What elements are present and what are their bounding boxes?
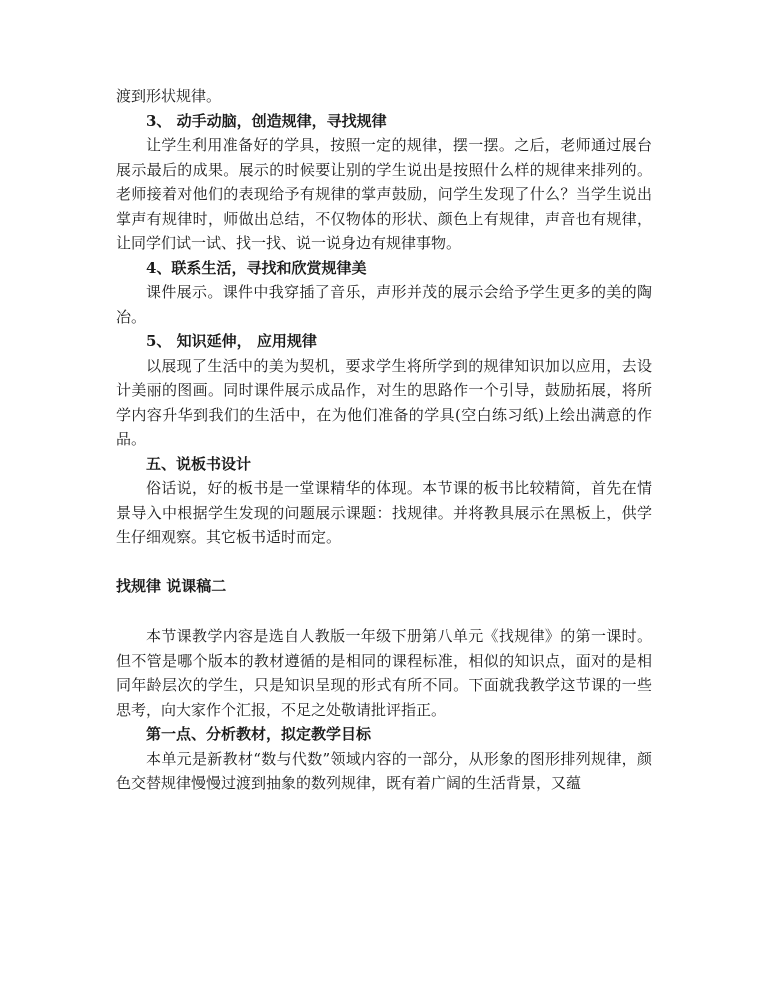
spacer — [116, 598, 652, 624]
paragraph-board-design: 俗话说，好的板书是一堂课精华的体现。本节课的板书比较精简，首先在情景导入中根据学生发现的问题展示课题：找规律。并将教具展示在黑板上，供学生仔细观察。其它板书适时而定。 — [116, 479, 652, 546]
heading-board-design: 五、说板书设计 — [146, 454, 252, 473]
paragraph-step-5: 以展现了生活中的美为契机，要求学生将所学到的规律知识加以应用，去设计美丽的图画。同时课件展示成品作，对生的思路作一个引导，鼓励拓展，将所学内容升华到我们的生活中，在为他们准备的学具(空白练习纸)上绘出满意的作品。 — [116, 356, 652, 448]
paragraph-intro-2: 本节课教学内容是选自人教版一年级下册第八单元《找规律》的第一课时。但不管是哪个版本的教材遵循的是相同的课程标准，相似的知识点，面对的是相同年龄层次的学生，只是知识呈现的形式有所不同。下面就我教学这节课的一些思考，向大家作个汇报，不足之处敬请批评指正。 — [116, 627, 652, 719]
section-title-2: 找规律 说课稿二 — [116, 576, 227, 595]
paragraph-step-4: 课件展示。课件中我穿插了音乐，声形并茂的展示会给予学生更多的美的陶冶。 — [116, 283, 652, 326]
heading-step-5: 5、 知识延伸， 应用规律 — [146, 332, 317, 350]
spacer — [116, 550, 652, 574]
heading-step-3: 3、 动手动脑，创造规律，寻找规律 — [146, 111, 387, 130]
paragraph-analysis: 本单元是新教材“数与代数”领域内容的一部分，从形象的图形排列规律，颜色交替规律慢慢过渡到抽象的数列规律，既有着广阔的生活背景，又蕴 — [116, 749, 652, 792]
heading-analysis: 第一点、分析教材，拟定教学目标 — [146, 725, 372, 743]
paragraph-continuation: 渡到形状规律。 — [116, 87, 222, 105]
document-page — [116, 84, 652, 796]
paragraph-step-3: 让学生利用准备好的学具，按照一定的规律，摆一摆。之后，老师通过展台展示最后的成果。展示的时候要让别的学生说出是按照什么样的规律来排列的。老师接着对他们的表现给予有规律的掌声鼓励，问学生发现了什么？当学生说出掌声有规律时，师做出总结，不仅物体的形状、颜色上有规律，声音也有规律，让同学们试一试、找一找、说一说身边有规律事物。 — [116, 136, 652, 252]
heading-step-4: 4、联系生活，寻找和欣赏规律美 — [146, 258, 367, 277]
